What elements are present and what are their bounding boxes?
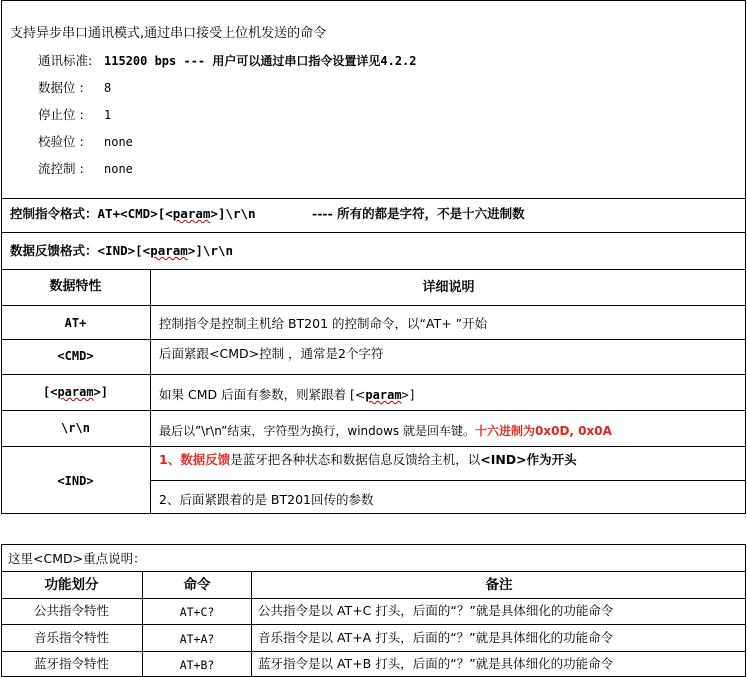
control-format-code-suffix: >]\r\n	[210, 206, 256, 221]
control-format-label: 控制指令格式：	[10, 206, 98, 221]
table1-key-param-prefix: [<	[42, 385, 58, 399]
table2-caption: 这里<CMD>重点说明：	[8, 551, 146, 566]
divider	[1, 232, 746, 233]
param-label-flowctrl: 流控制 :	[38, 161, 84, 176]
table1-key-param	[1, 384, 150, 400]
table1-desc-ind-text: 是蓝牙把各种状态和数据信息反馈给主机，以	[230, 452, 481, 467]
param-value-databits: 8	[104, 81, 112, 95]
control-format-note: ---- 所有的都是字符，不是十六进制数	[312, 206, 525, 221]
table2-header-function: 功能划分	[44, 577, 99, 593]
table1-row-divider	[1, 339, 746, 340]
feedback-format-code-suffix: >]\r\n	[187, 243, 233, 258]
table2-func-music: 音乐指令特性	[33, 630, 109, 645]
table1-key-cmd: <CMD>	[57, 349, 94, 363]
table1-desc-param-word: param	[365, 388, 402, 402]
table2-row-divider	[1, 598, 746, 599]
intro-title: 支持异步串口通讯模式,通过串口接受上位机发送的命令	[10, 26, 327, 41]
table1-desc-crlf-text: 最后以”\r\n”结束，字符型为换行，windows 就是回车键。	[159, 424, 475, 438]
table2-row-divider	[1, 651, 746, 652]
param-label-parity: 校验位 :	[38, 134, 84, 149]
param-value-flowctrl: none	[104, 162, 133, 176]
feedback-format-label: 数据反馈格式：	[10, 243, 98, 258]
table1-key-crlf: \r\n	[61, 421, 90, 435]
table1-header-description: 详细说明	[422, 280, 475, 295]
feedback-format-line	[10, 243, 233, 259]
table2-header-command: 命令	[183, 577, 211, 593]
table1-desc-ind-line2: 2、后面紧跟着的是 BT201回传的参数	[159, 492, 374, 507]
param-label-baud: 通讯标准:	[38, 53, 93, 68]
table2-func-bluetooth: 蓝牙指令特性	[33, 656, 109, 671]
table1-row-divider	[1, 374, 746, 375]
table2-row-divider	[1, 624, 746, 625]
table1-key-param-suffix: >]	[93, 385, 109, 399]
control-format-code-param: param	[172, 206, 211, 221]
param-value-baud: 115200 bps --- 用户可以通过串口指令设置详见4.2.2	[104, 54, 417, 68]
table2-cmd-common: AT+C?	[179, 605, 215, 619]
table1-header-feature: 数据特性	[49, 279, 102, 294]
divider	[1, 269, 746, 270]
table1-desc-param-suffix: >]	[401, 388, 416, 402]
feedback-format-code-prefix: <IND>[<	[97, 243, 151, 258]
table2-note-bluetooth: 蓝牙指令是以 AT+B 打头，后面的“？”就是具体细化的功能命令	[258, 656, 614, 671]
table1-desc-ind-line1	[159, 452, 577, 468]
param-label-stopbits: 停止位 :	[38, 107, 84, 122]
param-label-databits: 数据位 :	[38, 80, 84, 95]
table1-desc-ind-bold: <IND>作为开头	[480, 452, 577, 467]
table1-desc-ind-red: 1、数据反馈	[159, 452, 231, 467]
table2-row-divider	[1, 571, 746, 572]
table2-cmd-bluetooth: AT+B?	[179, 658, 215, 672]
table1-desc-cmd: 后面紧跟<CMD>控制 ，通常是2个字符	[159, 346, 384, 361]
divider	[1, 198, 746, 199]
table1-key-param-word: param	[57, 385, 94, 399]
table1-row-divider	[1, 446, 746, 447]
table1-desc-at: 控制指令是控制主机给 BT201 的控制命令，以“AT+ ”开始	[159, 316, 488, 331]
table1-desc-crlf	[159, 423, 612, 439]
control-format-code-prefix: AT+<CMD>[<	[97, 206, 173, 221]
table1-desc-param	[159, 387, 416, 403]
param-value-parity: none	[104, 135, 133, 149]
table1-row-divider	[1, 410, 746, 411]
feedback-format-code-param: param	[150, 243, 188, 258]
table2-note-common: 公共指令是以 AT+C 打头，后面的“？”就是具体细化的功能命令	[258, 603, 614, 618]
table1-desc-crlf-hex: 十六进制为0x0D, 0x0A	[475, 424, 612, 438]
table2-func-common: 公共指令特性	[33, 603, 109, 618]
table1-key-ind: <IND>	[57, 474, 94, 488]
table2-note-music: 音乐指令是以 AT+A 打头，后面的“？”就是具体细化的功能命令	[258, 630, 614, 645]
table1-key-at: AT+	[64, 316, 87, 330]
table2-cmd-music: AT+A?	[179, 632, 215, 646]
table2-header-note: 备注	[485, 577, 513, 593]
table1-desc-param-prefix: 如果 CMD 后面有参数，则紧跟着 [<	[159, 387, 366, 402]
table1-row-divider	[1, 305, 746, 306]
param-value-stopbits: 1	[104, 108, 112, 122]
control-format-line	[10, 206, 256, 222]
table1-row-divider	[150, 480, 746, 481]
